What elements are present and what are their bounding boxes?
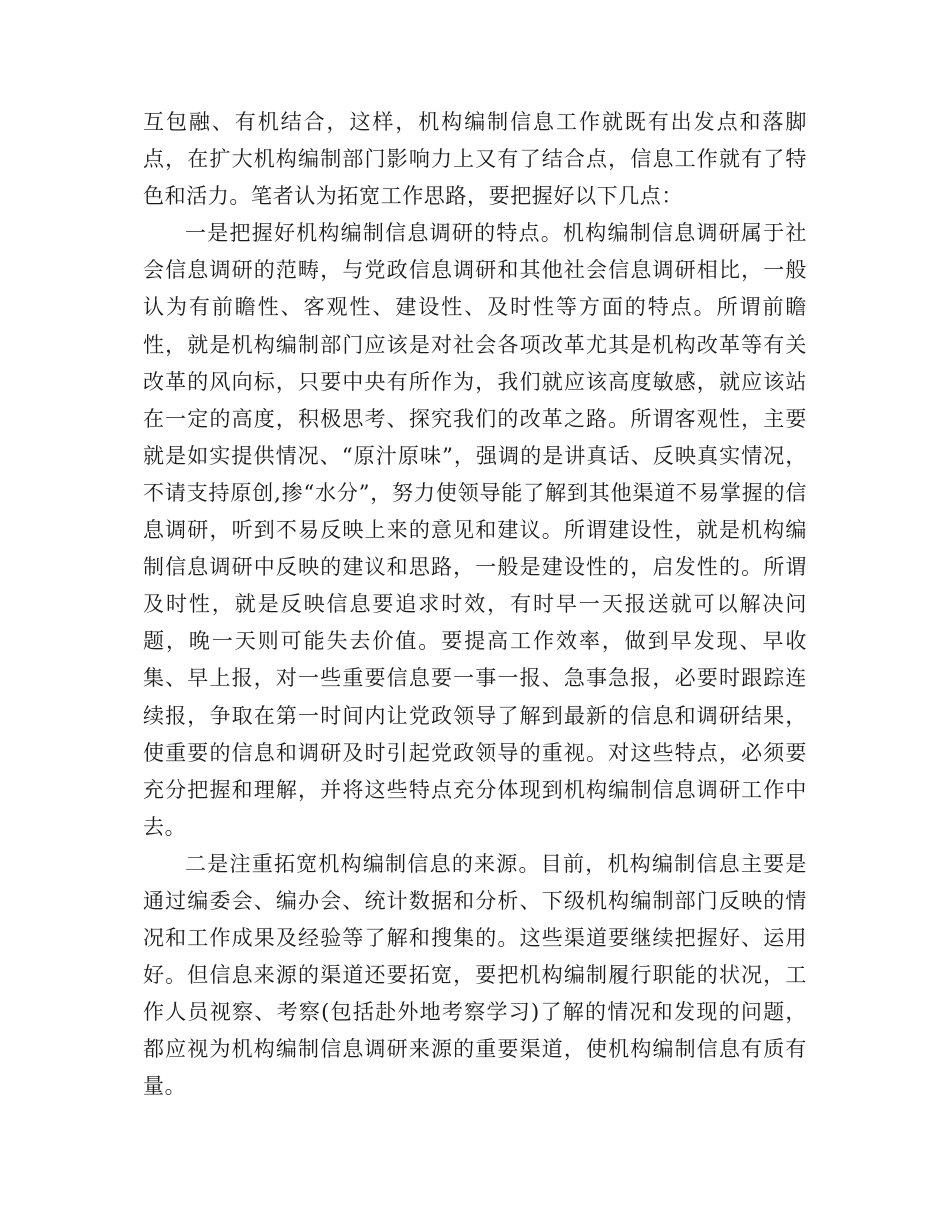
document-body [143,104,807,1106]
paragraph-continuation: 互包融、有机结合，这样，机构编制信息工作就既有出发点和落脚点，在扩大机构编制部门影响力上又有了结合点，信息工作就有了特色和活力。笔者认为拓宽工作思路，要把握好以下几点： [143,110,807,209]
paragraph-characteristics: 一是把握好机构编制信息调研的特点。机构编制信息调研属于社会信息调研的范畴，与党政信息调研和其他社会信息调研相比，一般认为有前瞻性、客观性、建设性、及时性等方面的特点。所谓前瞻性，就是机构编制部门应该是对社会各项改革尤其是机构改革等有关改革的风向标，只要中央有所作为，我们就应该高度敏感，就应该站在一定的高度，积极思考、探究我们的改革之路。所谓客观性，主要就是如实提供情况、“原汁原味”，强调的是讲真话、反映真实情况，不请支持原创,掺“水分”，努力使领导能了解到其他渠道不易掌握的信息调研，听到不易反映上来的意见和建议。所谓建设性，就是机构编制信息调研中反映的建议和思路，一般是建设性的，启发性的。所谓及时性，就是反映信息要追求时效，有时早一天报送就可以解决问题，晚一天则可能失去价值。要提高工作效率，做到早发现、早收集、早上报，对一些重要信息要一事一报、急事急报，必要时跟踪连续报，争取在第一时间内让党政领导了解到最新的信息和调研结果，使重要的信息和调研及时引起党政领导的重视。对这些特点，必须要充分把握和理解，并将这些特点充分体现到机构编制信息调研工作中去。 [143,221,807,839]
paragraph-sources: 二是注重拓宽机构编制信息的来源。目前，机构编制信息主要是通过编委会、编办会、统计数据和分析、下级机构编制部门反映的情况和工作成果及经验等了解和搜集的。这些渠道要继续把握好、运用好。但信息来源的渠道还要拓宽，要把机构编制履行职能的状况，工作人员视察、考察(包括赴外地考察学习)了解的情况和发现的问题，都应视为机构编制信息调研来源的重要渠道，使机构编制信息有质有量。 [143,851,807,1099]
